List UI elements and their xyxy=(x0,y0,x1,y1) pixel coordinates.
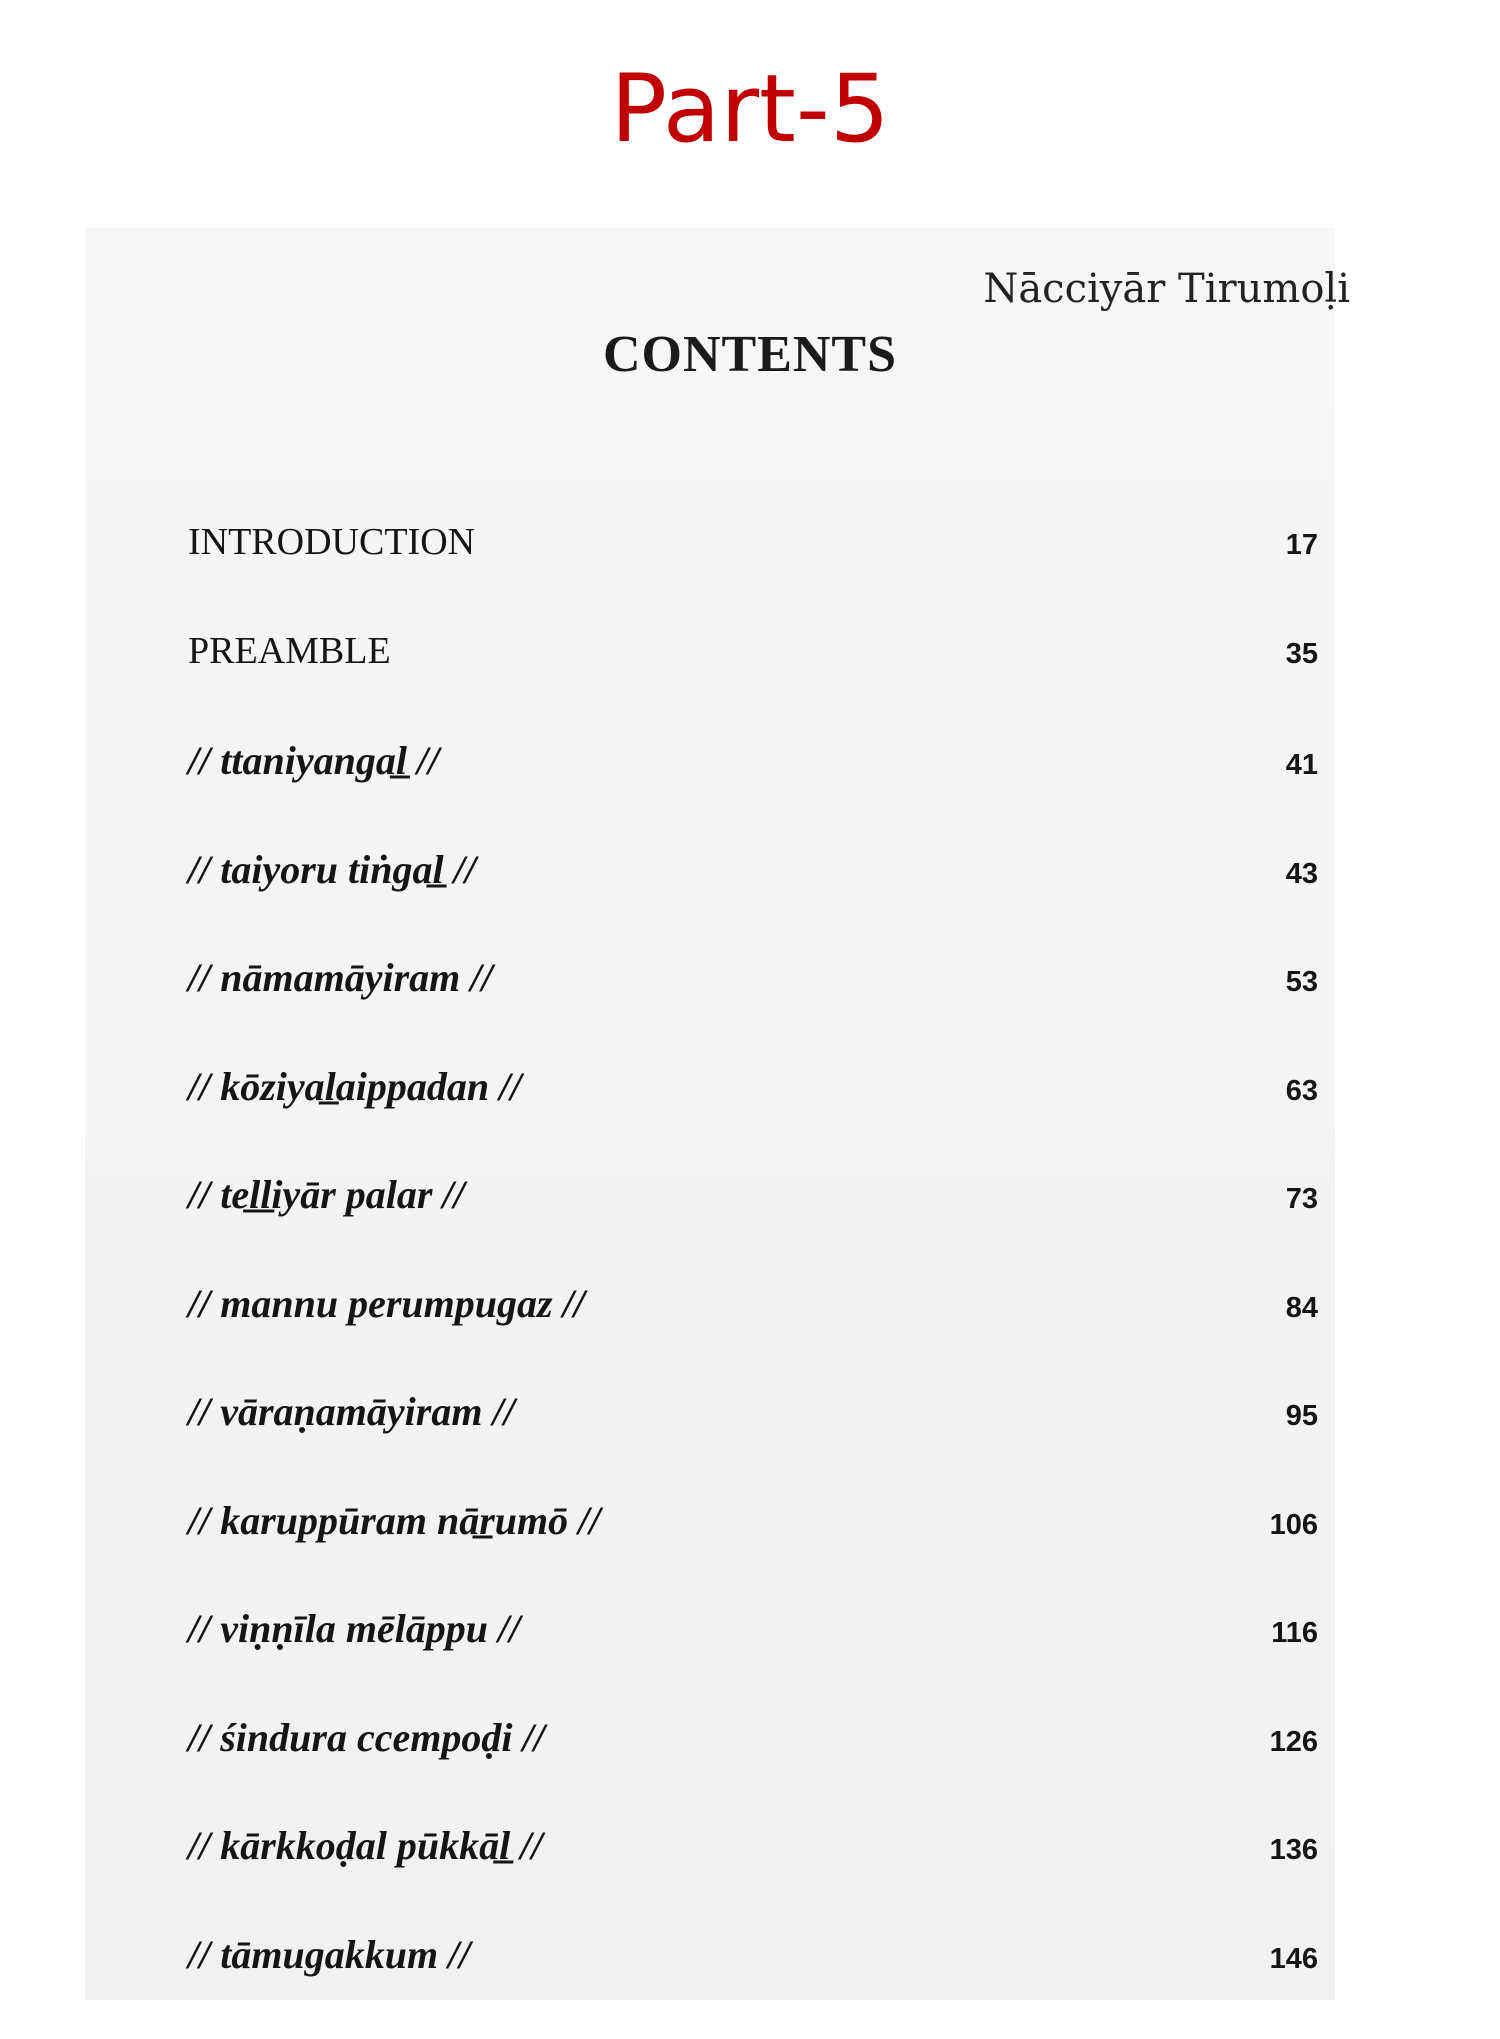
part-heading: Part-5 xyxy=(0,58,1500,161)
toc-entry-page-number: 41 xyxy=(1228,749,1318,782)
toc-entry-page-number: 17 xyxy=(1228,529,1318,562)
toc-entry xyxy=(188,1063,1318,1172)
toc-entry-title: // kōziyal̲aippadan // xyxy=(188,1063,521,1110)
toc-entry-page-number: 73 xyxy=(1228,1183,1318,1216)
toc-entry-title: // śindura ccempoḍi // xyxy=(188,1714,545,1761)
toc-entry xyxy=(188,1822,1318,1931)
toc-entry xyxy=(188,1388,1318,1497)
toc-entry-page-number: 146 xyxy=(1228,1943,1318,1976)
toc-entry-page-number: 95 xyxy=(1228,1400,1318,1433)
toc-entry xyxy=(188,629,1318,738)
toc-entry-title: // ttaniyangal̲ // xyxy=(188,737,439,784)
toc-entry xyxy=(188,1931,1318,2039)
toc-entry-page-number: 53 xyxy=(1228,966,1318,999)
toc-entry-page-number: 106 xyxy=(1228,1509,1318,1542)
toc-entry xyxy=(188,737,1318,846)
toc-entry-page-number: 84 xyxy=(1228,1292,1318,1325)
toc-entry-title: // mannu perumpugaz // xyxy=(188,1280,585,1327)
toc-entry-title: PREAMBLE xyxy=(188,629,391,673)
toc-entry xyxy=(188,1605,1318,1714)
contents-heading: CONTENTS xyxy=(0,325,1500,384)
toc-entry xyxy=(188,954,1318,1063)
toc-entry-title: INTRODUCTION xyxy=(188,520,475,564)
table-of-contents xyxy=(188,520,1318,2039)
toc-entry-title: // vāraṇamāyiram // xyxy=(188,1388,515,1435)
toc-entry-page-number: 116 xyxy=(1228,1617,1318,1650)
toc-entry-title: // tāmugakkum // xyxy=(188,1931,470,1978)
toc-entry xyxy=(188,1280,1318,1389)
toc-entry xyxy=(188,1714,1318,1823)
toc-entry-page-number: 35 xyxy=(1228,638,1318,671)
toc-entry xyxy=(188,520,1318,629)
toc-entry-title: // nāmamāyiram // xyxy=(188,954,492,1001)
toc-entry-page-number: 63 xyxy=(1228,1075,1318,1108)
toc-entry-page-number: 126 xyxy=(1228,1726,1318,1759)
toc-entry-page-number: 136 xyxy=(1228,1834,1318,1867)
toc-entry-page-number: 43 xyxy=(1228,858,1318,891)
book-title: Nācciyār Tirumoḷi xyxy=(983,266,1350,312)
toc-entry xyxy=(188,846,1318,955)
toc-entry-title: // viṇṇīla mēlāppu // xyxy=(188,1605,520,1652)
toc-entry xyxy=(188,1171,1318,1280)
toc-entry-title: // taiyoru tiṅgal̲ // xyxy=(188,846,476,893)
toc-entry-title: // tel̲l̲iyār palar // xyxy=(188,1171,465,1218)
toc-entry-title: // karuppūram nār̲umō // xyxy=(188,1497,600,1544)
toc-entry-title: // kārkkoḍal pūkkāl̲ // xyxy=(188,1822,543,1869)
toc-entry xyxy=(188,1497,1318,1606)
